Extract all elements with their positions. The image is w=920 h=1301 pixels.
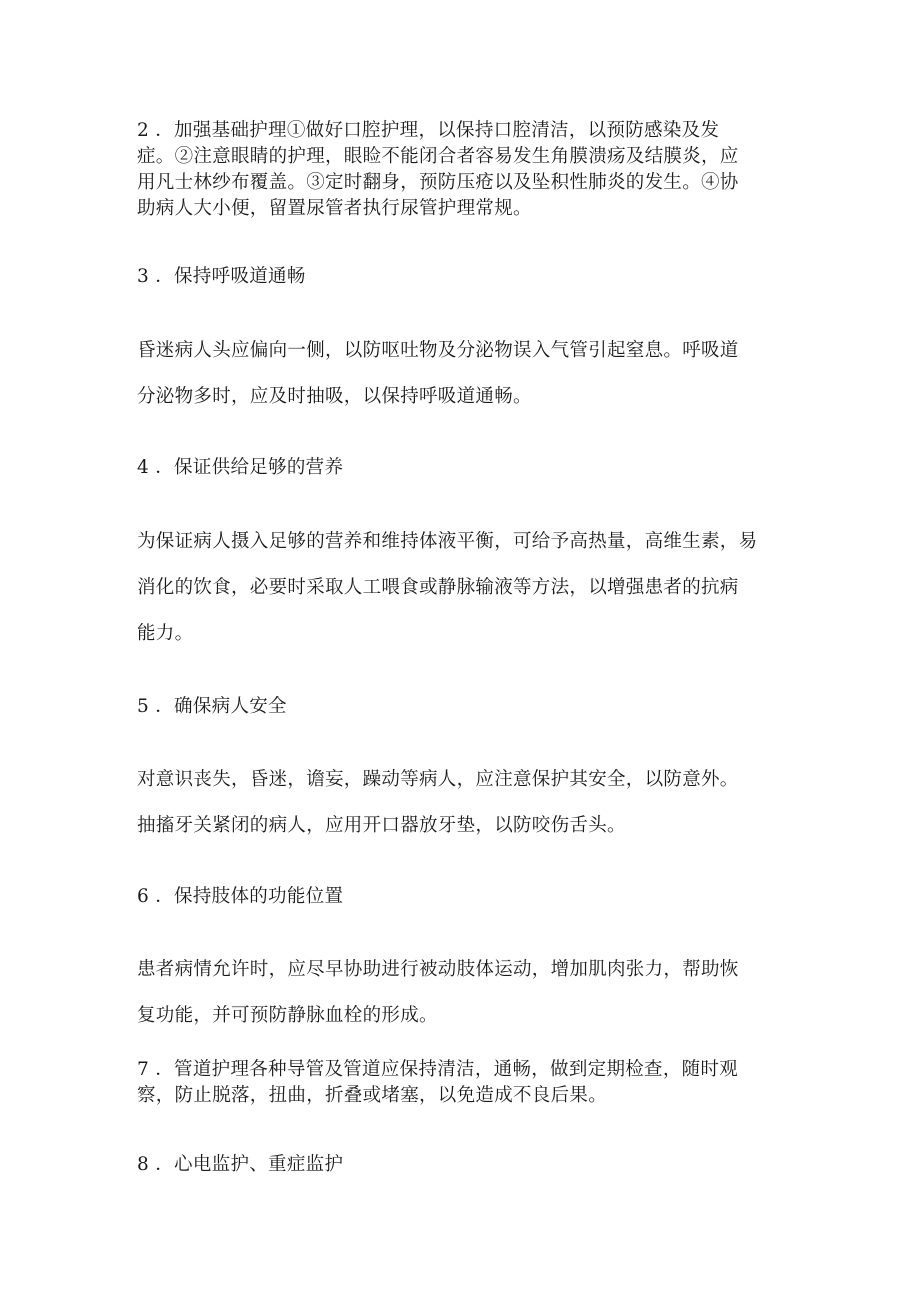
paragraph-nutrition <box>137 519 787 657</box>
text-line: 2 ．加强基础护理①做好口腔护理，以保持口腔清洁，以预防感染及发 <box>137 120 720 141</box>
paragraph-basic-care <box>137 118 787 222</box>
heading-monitoring <box>137 1152 787 1178</box>
text-line: 对意识丧失，昏迷，谵妄，躁动等病人，应注意保护其安全，以防意外。 <box>137 769 739 790</box>
section-heading: 4 ．保证供给足够的营养 <box>137 457 344 478</box>
paragraph-tube-care <box>137 1057 787 1109</box>
section-heading: 5 ．确保病人安全 <box>137 696 287 717</box>
text-line: 为保证病人摄入足够的营养和维持体液平衡，可给予高热量，高维生素，易 <box>137 531 758 552</box>
text-line: 分泌物多时，应及时抽吸，以保持呼吸道通畅。 <box>137 386 532 407</box>
section-heading: 6 ．保持肢体的功能位置 <box>137 886 344 907</box>
paragraph-airway <box>137 328 787 420</box>
text-line: 患者病情允许时，应尽早协助进行被动肢体运动，增加肌肉张力，帮助恢 <box>137 959 739 980</box>
heading-limb-position <box>137 884 787 910</box>
text-line: 抽搐牙关紧闭的病人，应用开口器放牙垫，以防咬伤舌头。 <box>137 815 626 836</box>
heading-safety <box>137 694 787 720</box>
text-line: 复功能，并可预防静脉血栓的形成。 <box>137 1005 438 1026</box>
section-heading: 8 ．心电监护、重症监护 <box>137 1154 344 1175</box>
text-line: 昏迷病人头应偏向一侧，以防呕吐物及分泌物误入气管引起窒息。呼吸道 <box>137 340 739 361</box>
text-line: 能力。 <box>137 623 194 644</box>
heading-airway <box>137 264 787 290</box>
section-heading: 3 ．保持呼吸道通畅 <box>137 266 306 287</box>
text-line: 察，防止脱落，扭曲，折叠或堵塞，以免造成不良后果。 <box>137 1085 608 1106</box>
paragraph-limb-position <box>137 947 787 1039</box>
text-line: 用凡士林纱布覆盖。③定时翻身，预防压疮以及坠积性肺炎的发生。④协 <box>137 172 739 193</box>
text-line: 助病人大小便，留置尿管者执行尿管护理常规。 <box>137 198 532 219</box>
text-line: 7 ．管道护理各种导管及管道应保持清洁，通畅，做到定期检查，随时观 <box>137 1059 739 1080</box>
heading-nutrition <box>137 455 787 481</box>
text-line: 消化的饮食，必要时采取人工喂食或静脉输液等方法，以增强患者的抗病 <box>137 577 739 598</box>
text-line: 症。②注意眼睛的护理，眼睑不能闭合者容易发生角膜溃疡及结膜炎，应 <box>137 146 739 167</box>
paragraph-safety <box>137 757 787 849</box>
